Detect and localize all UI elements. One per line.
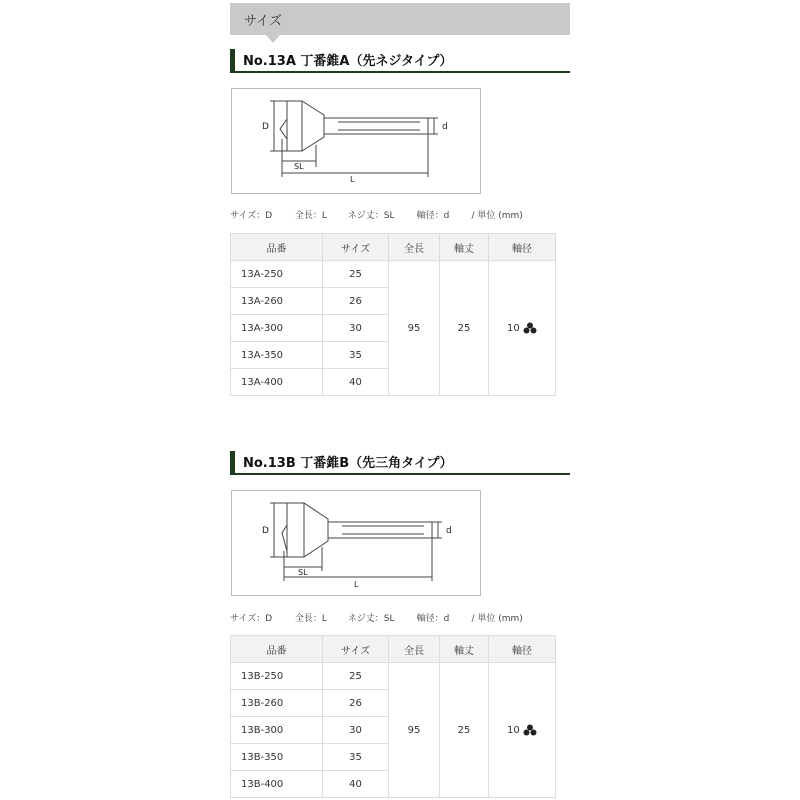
shank-value: 25	[440, 261, 489, 396]
col-length: 全長	[389, 636, 440, 663]
part-size: 26	[323, 288, 389, 315]
label-L: L	[350, 175, 355, 184]
section-title-13a: No.13A 丁番錐A（先ネジタイプ）	[243, 54, 453, 69]
legend-unit: / 単位 (mm)	[471, 211, 523, 221]
section-title-13b: No.13B 丁番錐B（先三角タイプ）	[243, 456, 453, 471]
part-code: 13A-250	[231, 261, 323, 288]
section-heading-13a	[230, 49, 570, 73]
col-part-no: 品番	[231, 234, 323, 261]
shaft-cell	[489, 261, 556, 396]
col-shaft: 軸径	[489, 234, 556, 261]
col-shank: 軸丈	[440, 234, 489, 261]
part-size: 26	[323, 690, 389, 717]
label-D: D	[262, 122, 269, 132]
part-code: 13B-300	[231, 717, 323, 744]
length-value: 95	[389, 663, 440, 798]
size-tab	[230, 3, 570, 35]
shaft-value: 10	[507, 323, 520, 334]
legend-13a	[230, 208, 523, 221]
part-code: 13A-400	[231, 369, 323, 396]
legend-size: サイズ：D	[230, 211, 273, 221]
col-shank: 軸丈	[440, 636, 489, 663]
hex-shank-icon	[523, 724, 537, 736]
drill-drawing-13b	[232, 491, 480, 595]
drill-drawing-13a	[232, 89, 480, 193]
legend-length: 全長：L	[294, 614, 327, 624]
label-D: D	[262, 526, 269, 536]
label-SL: SL	[294, 162, 304, 171]
legend-thread: ネジ丈：SL	[347, 614, 395, 624]
part-size: 30	[323, 315, 389, 342]
col-shaft: 軸径	[489, 636, 556, 663]
col-size: サイズ	[323, 636, 389, 663]
legend-size: サイズ：D	[230, 614, 273, 624]
shaft-value: 10	[507, 725, 520, 736]
label-d: d	[442, 122, 448, 132]
drill-diagram-13b	[231, 490, 481, 596]
label-L: L	[354, 580, 359, 589]
tab-notch	[266, 35, 280, 43]
legend-shaft: 軸径：d	[416, 211, 450, 221]
part-size: 35	[323, 342, 389, 369]
legend-shaft: 軸径：d	[416, 614, 450, 624]
part-size: 40	[323, 369, 389, 396]
col-size: サイズ	[323, 234, 389, 261]
part-size: 40	[323, 771, 389, 798]
size-tab-label: サイズ	[244, 14, 282, 29]
part-code: 13A-260	[231, 288, 323, 315]
part-code: 13B-350	[231, 744, 323, 771]
drill-diagram-13a	[231, 88, 481, 194]
col-part-no: 品番	[231, 636, 323, 663]
part-size: 35	[323, 744, 389, 771]
part-code: 13B-250	[231, 663, 323, 690]
label-SL: SL	[298, 568, 308, 577]
spec-table-13a	[230, 233, 556, 396]
part-size: 25	[323, 261, 389, 288]
col-length: 全長	[389, 234, 440, 261]
table-row	[231, 663, 556, 690]
part-size: 30	[323, 717, 389, 744]
section-heading-13b	[230, 451, 570, 475]
table-row	[231, 261, 556, 288]
part-code: 13B-260	[231, 690, 323, 717]
legend-length: 全長：L	[294, 211, 327, 221]
part-code: 13B-400	[231, 771, 323, 798]
legend-unit: / 単位 (mm)	[471, 614, 523, 624]
length-value: 95	[389, 261, 440, 396]
spec-table-13b	[230, 635, 556, 798]
shaft-cell	[489, 663, 556, 798]
part-code: 13A-300	[231, 315, 323, 342]
legend-13b	[230, 611, 523, 624]
hex-shank-icon	[523, 322, 537, 334]
legend-thread: ネジ丈：SL	[347, 211, 395, 221]
label-d: d	[446, 526, 452, 536]
shank-value: 25	[440, 663, 489, 798]
part-size: 25	[323, 663, 389, 690]
part-code: 13A-350	[231, 342, 323, 369]
